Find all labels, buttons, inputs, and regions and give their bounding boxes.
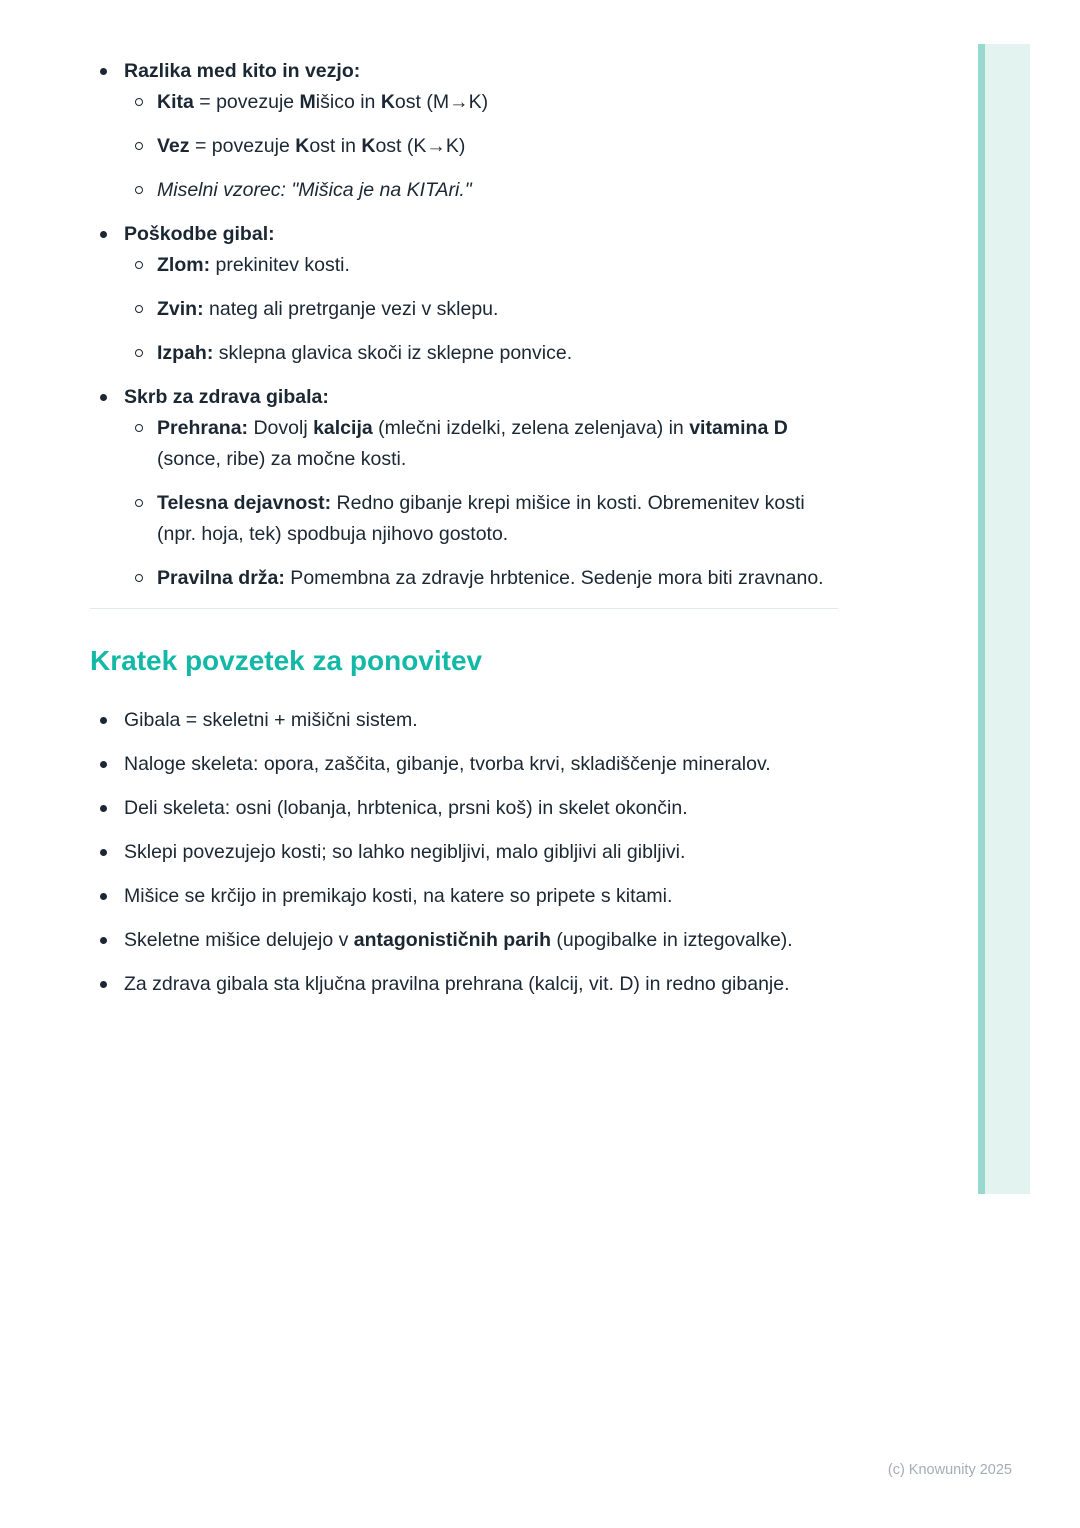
text-segment: Prehrana: [157,417,249,439]
text-segment: Zvin: [157,298,204,320]
bullet-circle-icon [124,563,157,594]
text-segment: ost in [309,135,362,157]
text-segment: M [299,91,316,113]
summary-list-item [90,749,838,780]
text-segment: išico in [315,91,381,113]
text-segment: Vez [157,135,190,157]
bullet-dot-icon [90,925,124,956]
summary-list-item [90,705,838,736]
text-segment: Naloge skeleta: opora, zaščita, gibanje, tvorba krvi, skladiščenje mineralov. [124,753,771,775]
sub-list-item [124,175,838,206]
sub-list-item [124,250,838,281]
list-item-text [124,56,838,87]
footer-credit: (c) Knowunity 2025 [887,1462,1012,1478]
summary-list-item [90,969,838,1000]
text-segment: nateg ali pretrganje vezi v sklepu. [203,298,499,320]
sub-list [90,87,838,206]
bullet-dot-icon [90,749,124,780]
list-item [90,219,838,369]
text-segment: prekinitev kosti. [210,254,350,276]
sub-list [90,250,838,369]
list-item-row [90,219,838,250]
sub-list-item-text [157,175,838,206]
list-item-row [90,382,838,413]
text-segment: Skrb za zdrava gibala: [124,386,329,408]
bullet-circle-icon [124,413,157,475]
sub-list-item-text [157,413,838,475]
sub-list-item [124,413,838,475]
summary-list-item-text [124,749,838,780]
list-item-text [124,382,838,413]
summary-list-item-text [124,793,838,824]
notes-list [90,56,838,594]
text-segment: Skeletne mišice delujejo v [124,929,354,951]
text-segment: ost (K→K) [375,135,466,157]
summary-list-item [90,881,838,912]
sub-list-item-text [157,294,838,325]
sub-list-item-text [157,338,838,369]
text-segment: K [361,135,376,157]
text-segment: K [380,91,395,113]
summary-list-item-text [124,969,838,1000]
sub-list-item [124,294,838,325]
text-segment: Redno gibanje krepi mišice in kosti. Obremenitev kosti (npr. hoja, tek) spodbuja njihovo gostoto. [157,492,805,545]
divider [90,608,838,609]
page-content [90,56,838,1013]
summary-list-item-text [124,925,838,956]
text-segment: Za zdrava gibala sta ključna pravilna prehrana (kalcij, vit. D) in redno gibanje. [124,973,790,995]
bullet-dot-icon [90,56,124,87]
text-segment: K [295,135,310,157]
list-item [90,56,838,206]
summary-list-item-text [124,881,838,912]
text-segment: Izpah: [157,342,214,364]
sub-list-item-text [157,488,838,550]
summary-list-item-text [124,705,838,736]
text-segment: Mišice se krčijo in premikajo kosti, na katere so pripete s kitami. [124,885,673,907]
bullet-circle-icon [124,87,157,118]
text-segment: Pravilna drža: [157,567,285,589]
text-segment: Dovolj [248,417,314,439]
sub-list-item [124,338,838,369]
text-segment: sklepna glavica skoči iz sklepne ponvice. [213,342,573,364]
sub-list-item-text [157,563,838,594]
sub-list-item-text [157,87,838,118]
sub-list-item-text [157,131,838,162]
sub-list-item-text [157,250,838,281]
text-segment: (upogibalke in iztegovalke). [550,929,793,951]
bullet-circle-icon [124,338,157,369]
text-segment: Razlika med kito in vezjo: [124,60,361,82]
list-item-text [124,219,838,250]
text-segment: Kita [157,91,194,113]
bullet-circle-icon [124,488,157,550]
text-segment: Zlom: [157,254,211,276]
list-item-row [90,56,838,87]
text-segment: Deli skeleta: osni (lobanja, hrbtenica, prsni koš) in skelet okončin. [124,797,688,819]
bullet-dot-icon [90,969,124,1000]
bullet-circle-icon [124,250,157,281]
text-segment: kalcija [313,417,373,439]
text-segment: Telesna dejavnost: [157,492,332,514]
summary-list-item [90,837,838,868]
bullet-circle-icon [124,294,157,325]
bullet-circle-icon [124,131,157,162]
text-segment: Sklepi povezujejo kosti; so lahko negibljivi, malo gibljivi ali gibljivi. [124,841,686,863]
bullet-dot-icon [90,881,124,912]
list-item [90,382,838,594]
summary-list-item-text [124,837,838,868]
bullet-dot-icon [90,705,124,736]
bullet-dot-icon [90,219,124,250]
text-segment: (sonce, ribe) za močne kosti. [157,448,407,470]
text-segment: (mlečni izdelki, zelena zelenjava) in [372,417,690,439]
text-segment: = povezuje [189,135,296,157]
sub-list-item [124,563,838,594]
text-segment: vitamina D [689,417,788,439]
right-highlight-strip [978,44,1030,1194]
bullet-circle-icon [124,175,157,206]
bullet-dot-icon [90,382,124,413]
text-segment: antagonističnih parih [353,929,551,951]
text-segment: ost (M→K) [394,91,489,113]
text-segment: Gibala = skeletni + mišični sistem. [124,709,418,731]
summary-list-item [90,925,838,956]
summary-list [90,705,838,1000]
bullet-dot-icon [90,793,124,824]
text-segment: Poškodbe gibal: [124,223,275,245]
sub-list-item [124,488,838,550]
bullet-dot-icon [90,837,124,868]
summary-list-item [90,793,838,824]
sub-list [90,413,838,594]
sub-list-item [124,87,838,118]
summary-heading: Kratek povzetek za ponovitev [90,645,483,676]
text-segment: Miselni vzorec: "Mišica je na KITAri." [157,179,472,201]
text-segment: = povezuje [193,91,300,113]
text-segment: Pomembna za zdravje hrbtenice. Sedenje mora biti zravnano. [284,567,824,589]
sub-list-item [124,131,838,162]
